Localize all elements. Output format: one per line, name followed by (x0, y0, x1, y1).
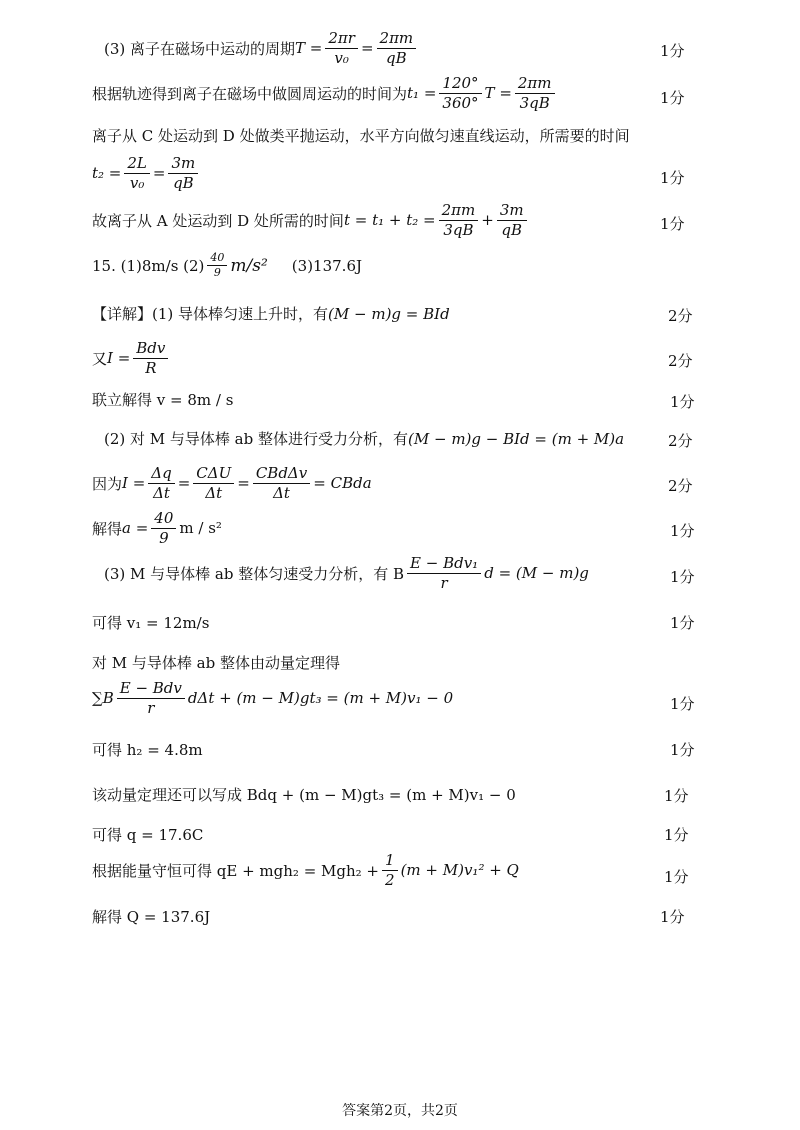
text: 可得 v₁ = 12m/s (92, 614, 210, 632)
equals: = (237, 474, 250, 492)
line-acc (92, 510, 700, 546)
eq: t = t₁ + t₂ = (343, 211, 436, 229)
fraction (382, 852, 398, 888)
num: Δq (148, 465, 174, 484)
text: (3) 离子在磁场中运动的周期 (104, 39, 296, 58)
den: 9 (213, 266, 221, 280)
den: v₀ (334, 48, 349, 67)
score: 2分 (668, 432, 693, 450)
eq: = CBda (313, 474, 372, 492)
equals: = (360, 39, 374, 57)
line-time-t1 (92, 75, 700, 111)
text: 因为 (92, 474, 123, 493)
eq: t₁ = (407, 84, 437, 102)
fraction (124, 155, 150, 191)
fraction (168, 155, 198, 191)
score: 2分 (668, 307, 693, 325)
fraction (497, 202, 527, 238)
line-energy (92, 852, 700, 888)
num: E − Bdv₁ (407, 555, 481, 574)
den: qB (173, 173, 194, 192)
eq: t₂ = (92, 164, 122, 182)
eq: I = (107, 349, 131, 367)
fraction (439, 202, 479, 238)
eq: ∑B (92, 689, 114, 707)
text: 15. (1)8m/s (2) (92, 256, 205, 275)
fraction (117, 680, 185, 716)
line-Q (92, 906, 700, 927)
fraction (325, 30, 358, 66)
num: CΔU (193, 465, 234, 484)
score: 1分 (670, 393, 695, 411)
text: 可得 h₂ = 4.8m (92, 741, 203, 759)
eq: T = (484, 84, 512, 102)
text: (3) M 与导体棒 ab 整体匀速受力分析，有 B (104, 564, 405, 583)
line-h2 (92, 739, 700, 760)
unit: m/s² (230, 255, 268, 276)
num: 3m (497, 202, 527, 221)
score: 1分 (660, 169, 685, 187)
text: 该动量定理还可以写成 Bdq + (m − M)gt₃ = (m + M)v₁ − 0 (92, 786, 516, 804)
equals: = (177, 474, 191, 492)
fraction (377, 30, 417, 66)
fraction (253, 465, 310, 501)
text: 故离子从 A 处运动到 D 处所需的时间 (92, 211, 344, 230)
den: Δt (205, 483, 223, 502)
den: 3qB (519, 93, 550, 112)
num: CBdΔv (253, 465, 310, 484)
num: 3m (168, 155, 198, 174)
line-detail-1 (92, 303, 700, 324)
num: 2πm (515, 75, 555, 94)
den: 2 (385, 870, 395, 889)
line-v (92, 389, 700, 410)
num: 40 (207, 252, 227, 266)
text: 【详解】(1) 导体棒匀速上升时，有 (92, 305, 329, 323)
eq: T = (295, 39, 323, 57)
num: 2πm (439, 202, 479, 221)
score: 1分 (670, 522, 695, 540)
fraction (193, 465, 234, 501)
num: 2L (124, 155, 150, 174)
eq: dΔt + (m − M)gt₃ = (m + M)v₁ − 0 (187, 689, 454, 707)
den: r (440, 573, 448, 592)
line-v1 (92, 612, 700, 633)
text: 根据能量守恒可得 qE + mgh₂ = Mgh₂ + (92, 861, 380, 880)
eq: (M − m)g = BId (328, 304, 450, 323)
score: 1分 (660, 215, 685, 233)
den: r (147, 698, 155, 717)
score: 2分 (668, 477, 693, 495)
den: Δt (273, 483, 290, 502)
num: 2πr (325, 30, 358, 49)
fraction (207, 252, 227, 279)
den: qB (386, 48, 407, 67)
line-period (92, 30, 700, 66)
den: R (145, 358, 157, 377)
num: 1 (382, 852, 398, 871)
fraction (148, 465, 174, 501)
den: v₀ (129, 173, 145, 192)
line-detail-2 (92, 428, 700, 449)
score: 1分 (664, 826, 689, 844)
score: 1分 (660, 42, 685, 60)
line-detail-3 (92, 555, 700, 591)
score: 2分 (668, 352, 693, 370)
num: Bdv (133, 340, 168, 359)
text: 根据轨迹得到离子在磁场中做圆周运动的时间为 (92, 84, 408, 103)
line-answer-15 (92, 252, 700, 279)
text: 联立解得 v = 8m / s (92, 391, 234, 409)
den: qB (501, 220, 523, 239)
fraction (151, 510, 176, 546)
fraction (407, 555, 481, 591)
eq: a = (122, 519, 149, 537)
eq: (m + M)v₁² + Q (400, 861, 519, 879)
score: 1分 (664, 787, 689, 805)
eq: I = (122, 474, 146, 492)
plus: + (481, 211, 494, 229)
score: 1分 (670, 695, 695, 713)
den: 9 (159, 528, 169, 547)
line-momentum-alt (92, 784, 700, 805)
fraction (133, 340, 168, 376)
line-q (92, 824, 700, 845)
line-total-time (92, 202, 700, 238)
den: Δt (153, 483, 170, 502)
line-momentum-intro (92, 652, 700, 673)
text: 解得 (92, 519, 123, 538)
num: E − Bdv (117, 680, 185, 699)
text: 解得 Q = 137.6J (92, 908, 211, 926)
page-footer: 答案第2页，共2页 (342, 1103, 458, 1119)
den: 360° (442, 93, 479, 112)
line-momentum-eq (92, 680, 700, 716)
part3: (3)137.6J (291, 256, 362, 275)
line-current (92, 340, 700, 376)
fraction (515, 75, 555, 111)
num: 40 (151, 510, 176, 529)
line-time-t2 (92, 155, 700, 191)
eq: d = (M − m)g (484, 564, 589, 582)
score: 1分 (670, 741, 695, 759)
line-c-to-d (92, 125, 700, 146)
score: 1分 (660, 908, 685, 926)
fraction (439, 75, 481, 111)
text: 又 (92, 349, 108, 368)
text: 对 M 与导体棒 ab 整体由动量定理得 (92, 654, 340, 672)
eq: (M − m)g − BId = (m + M)a (408, 429, 625, 448)
score: 1分 (670, 614, 695, 632)
text: (2) 对 M 与导体棒 ab 整体进行受力分析，有 (104, 430, 408, 448)
text: 离子从 C 处运动到 D 处做类平抛运动，水平方向做匀速直线运动，所需要的时间 (92, 127, 630, 145)
score: 1分 (670, 568, 695, 586)
num: 120° (439, 75, 481, 94)
den: 3qB (443, 220, 474, 239)
score: 1分 (664, 868, 689, 886)
num: 2πm (377, 30, 417, 49)
equals: = (152, 164, 166, 182)
line-current-2 (92, 465, 700, 501)
text: 可得 q = 17.6C (92, 826, 204, 844)
score: 1分 (660, 89, 685, 107)
unit: m / s² (179, 519, 222, 537)
